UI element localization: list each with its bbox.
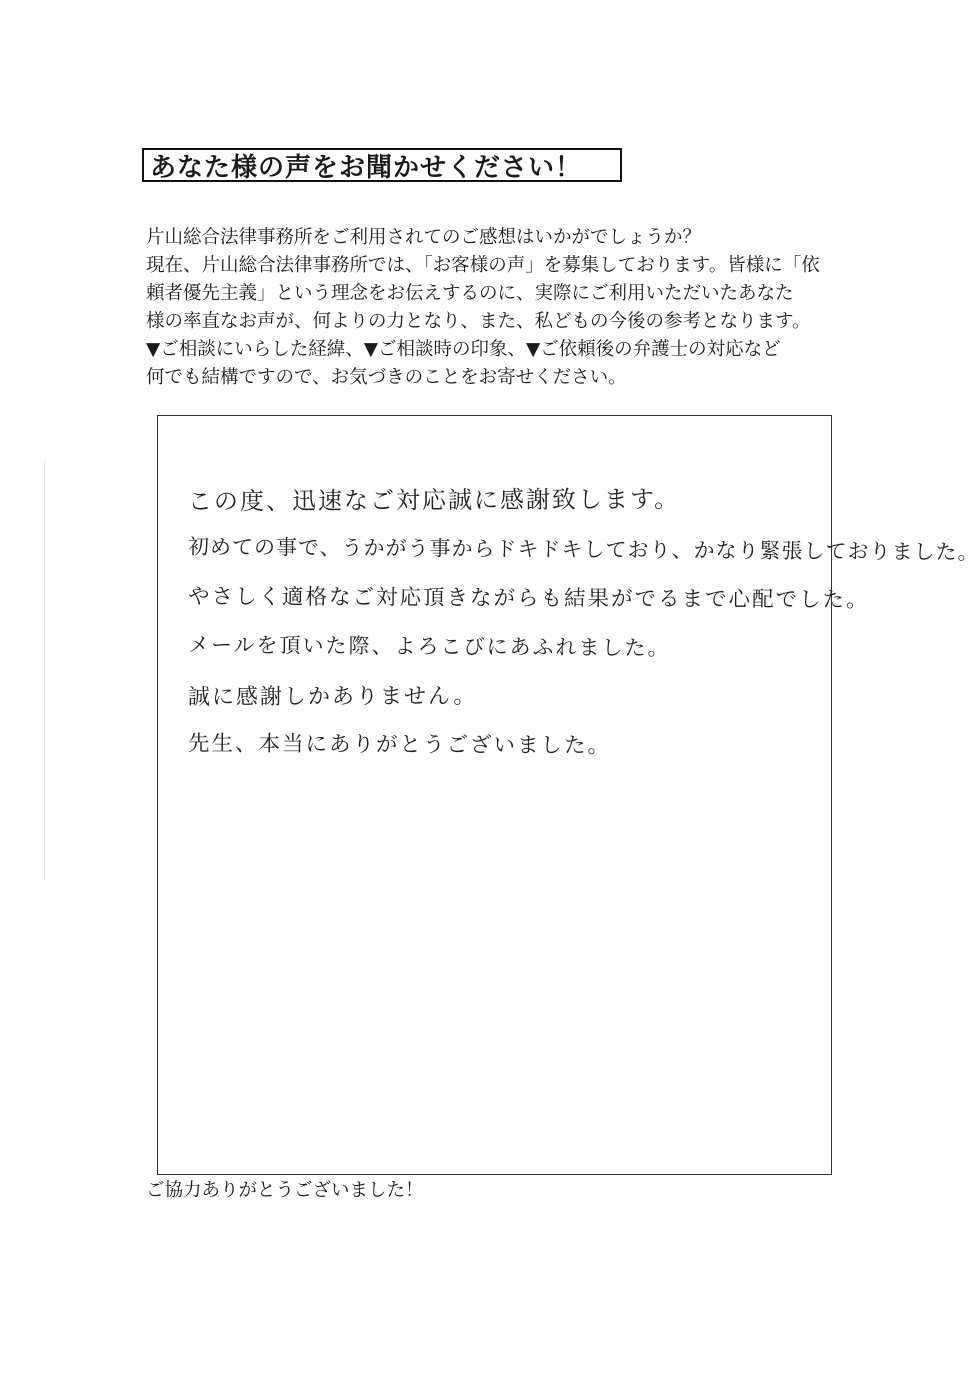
comment-line: 初めての事で、うかがう事からドキドキしており、かなり緊張しておりました。	[187, 534, 980, 565]
closing-message: ご協力ありがとうございました！	[146, 1180, 424, 1201]
intro-line: 何でも結構ですので、お気づきのことをお寄せください。	[146, 367, 627, 388]
comment-box	[157, 415, 980, 1175]
intro-line: 現在、片山総合法律事務所では、「お客様の声」を募集しております。皆様に「依	[146, 255, 820, 276]
page-title	[142, 148, 622, 182]
comment-line: やさしく適格なご対応頂きながらも結果がでるまで心配でした。	[187, 584, 870, 613]
intro-paragraph	[146, 224, 846, 392]
scan-artifact-line	[44, 460, 45, 880]
intro-line: 片山総合法律事務所をご利用されてのご感想はいかがでしょうか？	[146, 227, 702, 248]
comment-line: 先生、本当にありがとうございました。	[187, 731, 612, 759]
comment-line: メールを頂いた際、よろこびにあふれました。	[187, 632, 671, 661]
page-title-text: あなた様の声をお聞かせください！	[150, 152, 583, 182]
intro-line: 頼者優先主義」という理念をお伝えするのに、実際にご利用いただいたあなた	[146, 283, 794, 304]
intro-line: 様の率直なお声が、何よりの力となり、また、私どもの今後の参考となります。	[146, 311, 811, 332]
intro-line: ▼ご相談にいらした経緯、▼ご相談時の印象、▼ご依頼後の弁護士の対応など	[146, 339, 781, 360]
comment-line: この度、迅速なご対応誠に感謝致します。	[187, 485, 681, 516]
handwritten-comment	[187, 476, 980, 770]
comment-line: 誠に感謝しかありません。	[187, 684, 478, 711]
